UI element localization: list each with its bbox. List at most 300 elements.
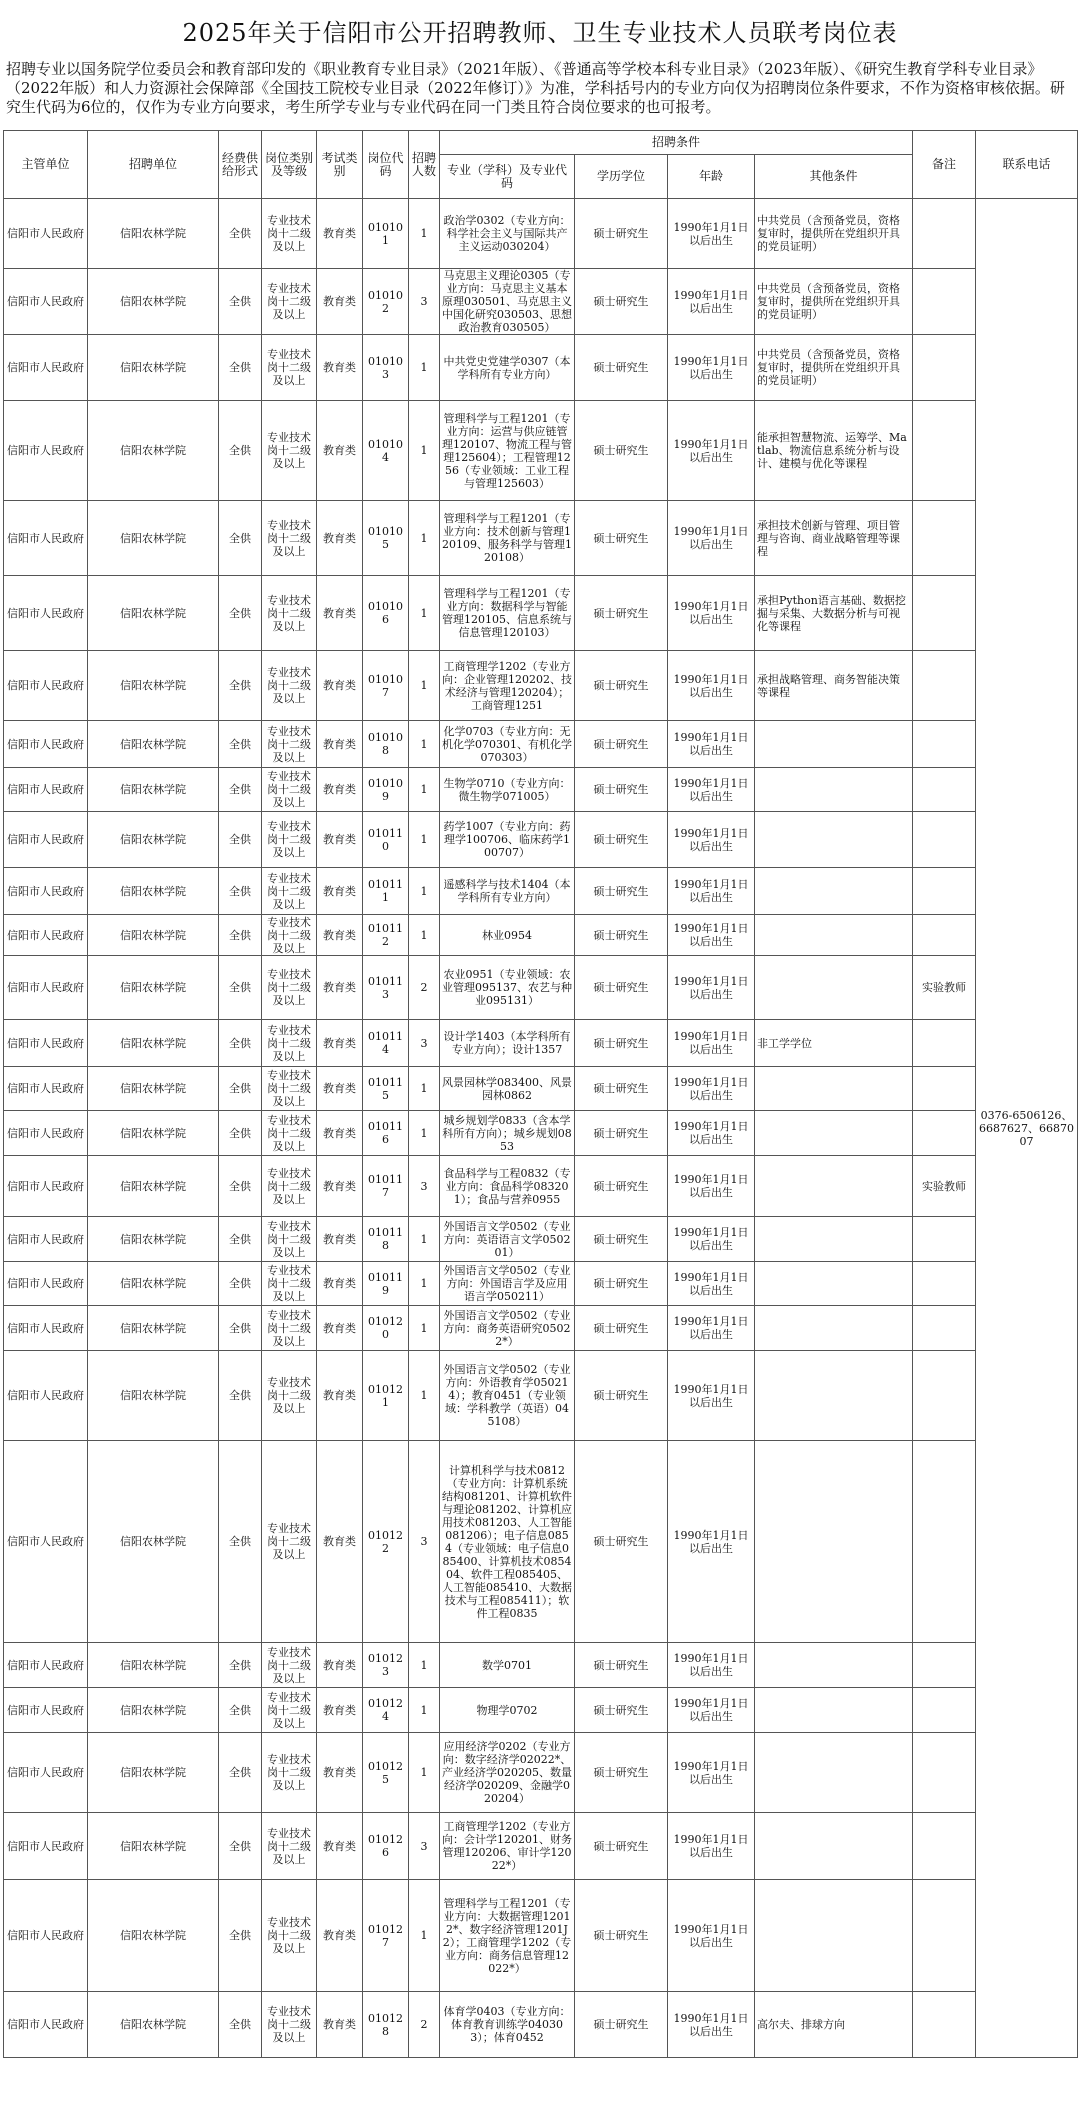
exam-cell: 教育类 — [317, 812, 363, 868]
funding-cell: 全供 — [219, 1306, 262, 1351]
exam-cell: 教育类 — [317, 1643, 363, 1688]
code-cell: 010105 — [363, 501, 409, 576]
exam-cell: 教育类 — [317, 1880, 363, 1992]
exam-cell: 教育类 — [317, 1111, 363, 1156]
major-cell: 工商管理学1202（专业方向：会计学120201、财务管理120206、审计学12022*） — [440, 1813, 575, 1880]
degree-cell: 硕士研究生 — [575, 1306, 668, 1351]
count-cell: 1 — [409, 1643, 440, 1688]
dept-cell: 信阳市人民政府 — [4, 956, 88, 1020]
positions-table — [3, 130, 1078, 2058]
count-cell: 3 — [409, 269, 440, 335]
table-row — [4, 768, 1078, 812]
unit-cell: 信阳农林学院 — [88, 721, 219, 768]
exam-cell: 教育类 — [317, 576, 363, 651]
exam-cell: 教育类 — [317, 501, 363, 576]
code-cell: 010117 — [363, 1156, 409, 1217]
degree-cell: 硕士研究生 — [575, 199, 668, 269]
degree-cell: 硕士研究生 — [575, 1111, 668, 1156]
dept-cell: 信阳市人民政府 — [4, 768, 88, 812]
table-row — [4, 1156, 1078, 1217]
other-cell: 中共党员（含预备党员，资格复审时，提供所在党组织开具的党员证明） — [755, 269, 913, 335]
other-cell — [755, 1688, 913, 1733]
table-row — [4, 915, 1078, 956]
exam-cell: 教育类 — [317, 915, 363, 956]
code-cell: 010109 — [363, 768, 409, 812]
dept-cell: 信阳市人民政府 — [4, 1688, 88, 1733]
header-major: 专业（学科）及专业代码 — [440, 155, 575, 199]
unit-cell: 信阳农林学院 — [88, 1351, 219, 1441]
unit-cell: 信阳农林学院 — [88, 1688, 219, 1733]
age-cell: 1990年1月1日以后出生 — [668, 199, 755, 269]
code-cell: 010110 — [363, 812, 409, 868]
degree-cell: 硕士研究生 — [575, 1733, 668, 1813]
header-count: 招聘人数 — [409, 131, 440, 199]
exam-cell: 教育类 — [317, 1067, 363, 1111]
level-cell: 专业技术岗十二级及以上 — [262, 915, 317, 956]
age-cell: 1990年1月1日以后出生 — [668, 1217, 755, 1262]
exam-cell: 教育类 — [317, 1688, 363, 1733]
other-cell — [755, 1067, 913, 1111]
age-cell: 1990年1月1日以后出生 — [668, 501, 755, 576]
dept-cell: 信阳市人民政府 — [4, 501, 88, 576]
dept-cell: 信阳市人民政府 — [4, 1020, 88, 1067]
funding-cell: 全供 — [219, 269, 262, 335]
count-cell: 1 — [409, 768, 440, 812]
other-cell: 承担战略管理、商务智能决策等课程 — [755, 651, 913, 721]
dept-cell: 信阳市人民政府 — [4, 1992, 88, 2058]
table-row — [4, 1111, 1078, 1156]
level-cell: 专业技术岗十二级及以上 — [262, 1992, 317, 2058]
code-cell: 010108 — [363, 721, 409, 768]
table-row — [4, 721, 1078, 768]
exam-cell: 教育类 — [317, 1217, 363, 1262]
table-row — [4, 1306, 1078, 1351]
table-row — [4, 812, 1078, 868]
major-cell: 外国语言文学0502（专业方向：外国语言学及应用语言学050211） — [440, 1262, 575, 1306]
exam-cell: 教育类 — [317, 956, 363, 1020]
count-cell: 1 — [409, 868, 440, 915]
count-cell: 1 — [409, 1733, 440, 1813]
table-row — [4, 335, 1078, 401]
other-cell — [755, 1306, 913, 1351]
unit-cell: 信阳农林学院 — [88, 1880, 219, 1992]
exam-cell: 教育类 — [317, 401, 363, 501]
intro-text: 招聘专业以国务院学位委员会和教育部印发的《职业教育专业目录》（2021年版）、《普通高等学校本科专业目录》（2023年版）、《研究生教育学科专业目录》（2022年版）和人力资源社会保障部《全国技工院校专业目录（2022年修订）》为准，学科括号内的专业方向仅为招聘岗位条件要求，不作为资格审核依据。研究生代码为6位的，仅作为专业方向要求，考生所学专业与专业代码在同一门类且符合岗位要求的也可报考。 — [6, 60, 1065, 116]
major-cell: 农业0951（专业领域：农业管理095137、农艺与种业095131） — [440, 956, 575, 1020]
remark-cell — [913, 1351, 976, 1441]
code-cell: 010120 — [363, 1306, 409, 1351]
age-cell: 1990年1月1日以后出生 — [668, 576, 755, 651]
code-cell: 010128 — [363, 1992, 409, 2058]
header-unit: 招聘单位 — [88, 131, 219, 199]
unit-cell: 信阳农林学院 — [88, 1992, 219, 2058]
dept-cell: 信阳市人民政府 — [4, 651, 88, 721]
level-cell: 专业技术岗十二级及以上 — [262, 1441, 317, 1643]
code-cell: 010107 — [363, 651, 409, 721]
table-row — [4, 1020, 1078, 1067]
remark-cell — [913, 812, 976, 868]
unit-cell: 信阳农林学院 — [88, 1643, 219, 1688]
unit-cell: 信阳农林学院 — [88, 1813, 219, 1880]
exam-cell: 教育类 — [317, 199, 363, 269]
other-cell: 中共党员（含预备党员，资格复审时，提供所在党组织开具的党员证明） — [755, 335, 913, 401]
major-cell: 工商管理学1202（专业方向：企业管理120202、技术经济与管理120204）；工商管理1251 — [440, 651, 575, 721]
exam-cell: 教育类 — [317, 868, 363, 915]
remark-cell — [913, 576, 976, 651]
level-cell: 专业技术岗十二级及以上 — [262, 1020, 317, 1067]
remark-cell — [913, 1643, 976, 1688]
dept-cell: 信阳市人民政府 — [4, 269, 88, 335]
dept-cell: 信阳市人民政府 — [4, 1217, 88, 1262]
level-cell: 专业技术岗十二级及以上 — [262, 1306, 317, 1351]
count-cell: 3 — [409, 1441, 440, 1643]
funding-cell: 全供 — [219, 1992, 262, 2058]
dept-cell: 信阳市人民政府 — [4, 1733, 88, 1813]
funding-cell: 全供 — [219, 721, 262, 768]
age-cell: 1990年1月1日以后出生 — [668, 1351, 755, 1441]
unit-cell: 信阳农林学院 — [88, 651, 219, 721]
unit-cell: 信阳农林学院 — [88, 1217, 219, 1262]
level-cell: 专业技术岗十二级及以上 — [262, 956, 317, 1020]
remark-cell — [913, 1880, 976, 1992]
degree-cell: 硕士研究生 — [575, 1020, 668, 1067]
funding-cell: 全供 — [219, 1441, 262, 1643]
funding-cell: 全供 — [219, 1813, 262, 1880]
dept-cell: 信阳市人民政府 — [4, 1813, 88, 1880]
dept-cell: 信阳市人民政府 — [4, 915, 88, 956]
unit-cell: 信阳农林学院 — [88, 501, 219, 576]
funding-cell: 全供 — [219, 768, 262, 812]
other-cell — [755, 915, 913, 956]
dept-cell: 信阳市人民政府 — [4, 576, 88, 651]
degree-cell: 硕士研究生 — [575, 1992, 668, 2058]
other-cell — [755, 1262, 913, 1306]
unit-cell: 信阳农林学院 — [88, 1262, 219, 1306]
level-cell: 专业技术岗十二级及以上 — [262, 1643, 317, 1688]
unit-cell: 信阳农林学院 — [88, 915, 219, 956]
age-cell: 1990年1月1日以后出生 — [668, 269, 755, 335]
dept-cell: 信阳市人民政府 — [4, 1067, 88, 1111]
table-row — [4, 401, 1078, 501]
age-cell: 1990年1月1日以后出生 — [668, 401, 755, 501]
count-cell: 1 — [409, 1688, 440, 1733]
funding-cell: 全供 — [219, 401, 262, 501]
funding-cell: 全供 — [219, 956, 262, 1020]
count-cell: 2 — [409, 956, 440, 1020]
table-row — [4, 576, 1078, 651]
degree-cell: 硕士研究生 — [575, 1813, 668, 1880]
code-cell: 010104 — [363, 401, 409, 501]
age-cell: 1990年1月1日以后出生 — [668, 1111, 755, 1156]
dept-cell: 信阳市人民政府 — [4, 1351, 88, 1441]
remark-cell — [913, 768, 976, 812]
table-row — [4, 868, 1078, 915]
code-cell: 010123 — [363, 1643, 409, 1688]
level-cell: 专业技术岗十二级及以上 — [262, 651, 317, 721]
degree-cell: 硕士研究生 — [575, 501, 668, 576]
major-cell: 马克思主义理论0305（专业方向：马克思主义基本原理030501、马克思主义中国化研究030503、思想政治教育030505） — [440, 269, 575, 335]
major-cell: 政治学0302（专业方向：科学社会主义与国际共产主义运动030204） — [440, 199, 575, 269]
degree-cell: 硕士研究生 — [575, 1441, 668, 1643]
funding-cell: 全供 — [219, 576, 262, 651]
count-cell: 1 — [409, 501, 440, 576]
code-cell: 010124 — [363, 1688, 409, 1733]
level-cell: 专业技术岗十二级及以上 — [262, 1156, 317, 1217]
other-cell — [755, 721, 913, 768]
count-cell: 1 — [409, 335, 440, 401]
remark-cell — [913, 1441, 976, 1643]
age-cell: 1990年1月1日以后出生 — [668, 1020, 755, 1067]
dept-cell: 信阳市人民政府 — [4, 1643, 88, 1688]
other-cell — [755, 1733, 913, 1813]
other-cell: 中共党员（含预备党员，资格复审时，提供所在党组织开具的党员证明） — [755, 199, 913, 269]
exam-cell: 教育类 — [317, 768, 363, 812]
count-cell: 1 — [409, 721, 440, 768]
remark-cell — [913, 501, 976, 576]
dept-cell: 信阳市人民政府 — [4, 401, 88, 501]
major-cell: 城乡规划学0833（含本学科所有方向）；城乡规划0853 — [440, 1111, 575, 1156]
dept-cell: 信阳市人民政府 — [4, 1441, 88, 1643]
code-cell: 010101 — [363, 199, 409, 269]
level-cell: 专业技术岗十二级及以上 — [262, 335, 317, 401]
unit-cell: 信阳农林学院 — [88, 956, 219, 1020]
funding-cell: 全供 — [219, 1688, 262, 1733]
other-cell — [755, 1217, 913, 1262]
age-cell: 1990年1月1日以后出生 — [668, 1067, 755, 1111]
dept-cell: 信阳市人民政府 — [4, 335, 88, 401]
count-cell: 1 — [409, 1306, 440, 1351]
unit-cell: 信阳农林学院 — [88, 1067, 219, 1111]
degree-cell: 硕士研究生 — [575, 1688, 668, 1733]
degree-cell: 硕士研究生 — [575, 915, 668, 956]
age-cell: 1990年1月1日以后出生 — [668, 651, 755, 721]
other-cell: 承担Python语言基础、数据挖掘与采集、大数据分析与可视化等课程 — [755, 576, 913, 651]
table-body — [4, 199, 1078, 2058]
major-cell: 风景园林学083400、风景园林0862 — [440, 1067, 575, 1111]
remark-cell — [913, 1020, 976, 1067]
other-cell — [755, 1351, 913, 1441]
count-cell: 1 — [409, 1262, 440, 1306]
level-cell: 专业技术岗十二级及以上 — [262, 721, 317, 768]
unit-cell: 信阳农林学院 — [88, 868, 219, 915]
phone-cell: 0376-6506126、6687627、6687007 — [976, 199, 1078, 2058]
remark-cell — [913, 401, 976, 501]
count-cell: 1 — [409, 1067, 440, 1111]
code-cell: 010118 — [363, 1217, 409, 1262]
remark-cell — [913, 1067, 976, 1111]
other-cell — [755, 768, 913, 812]
remark-cell — [913, 269, 976, 335]
major-cell: 外国语言文学0502（专业方向：外语教育学050214）；教育0451（专业领域：学科教学（英语）045108） — [440, 1351, 575, 1441]
count-cell: 1 — [409, 651, 440, 721]
level-cell: 专业技术岗十二级及以上 — [262, 1688, 317, 1733]
table-row — [4, 1351, 1078, 1441]
age-cell: 1990年1月1日以后出生 — [668, 1643, 755, 1688]
level-cell: 专业技术岗十二级及以上 — [262, 868, 317, 915]
count-cell: 1 — [409, 1351, 440, 1441]
degree-cell: 硕士研究生 — [575, 721, 668, 768]
remark-cell — [913, 721, 976, 768]
major-cell: 管理科学与工程1201（专业方向：大数据管理12012*、数字经济管理1201J2）；工商管理学1202（专业方向：商务信息管理12022*） — [440, 1880, 575, 1992]
count-cell: 1 — [409, 915, 440, 956]
degree-cell: 硕士研究生 — [575, 335, 668, 401]
exam-cell: 教育类 — [317, 1992, 363, 2058]
exam-cell: 教育类 — [317, 1441, 363, 1643]
degree-cell: 硕士研究生 — [575, 768, 668, 812]
unit-cell: 信阳农林学院 — [88, 812, 219, 868]
other-cell: 非工学学位 — [755, 1020, 913, 1067]
header-age: 年龄 — [668, 155, 755, 199]
exam-cell: 教育类 — [317, 1156, 363, 1217]
other-cell — [755, 868, 913, 915]
exam-cell: 教育类 — [317, 651, 363, 721]
other-cell: 能承担智慧物流、运筹学、Matlab、物流信息系统分析与设计、建模与优化等课程 — [755, 401, 913, 501]
level-cell: 专业技术岗十二级及以上 — [262, 1067, 317, 1111]
remark-cell — [913, 335, 976, 401]
major-cell: 管理科学与工程1201（专业方向：技术创新与管理120109、服务科学与管理120108） — [440, 501, 575, 576]
unit-cell: 信阳农林学院 — [88, 199, 219, 269]
count-cell: 1 — [409, 1111, 440, 1156]
table-row — [4, 199, 1078, 269]
age-cell: 1990年1月1日以后出生 — [668, 812, 755, 868]
count-cell: 1 — [409, 1880, 440, 1992]
other-cell: 高尔夫、排球方向 — [755, 1992, 913, 2058]
table-row — [4, 501, 1078, 576]
major-cell: 中共党史党建学0307（本学科所有专业方向） — [440, 335, 575, 401]
major-cell: 数学0701 — [440, 1643, 575, 1688]
remark-cell — [913, 915, 976, 956]
level-cell: 专业技术岗十二级及以上 — [262, 269, 317, 335]
level-cell: 专业技术岗十二级及以上 — [262, 1880, 317, 1992]
age-cell: 1990年1月1日以后出生 — [668, 1880, 755, 1992]
degree-cell: 硕士研究生 — [575, 1156, 668, 1217]
funding-cell: 全供 — [219, 1217, 262, 1262]
age-cell: 1990年1月1日以后出生 — [668, 915, 755, 956]
degree-cell: 硕士研究生 — [575, 1067, 668, 1111]
age-cell: 1990年1月1日以后出生 — [668, 868, 755, 915]
level-cell: 专业技术岗十二级及以上 — [262, 768, 317, 812]
funding-cell: 全供 — [219, 868, 262, 915]
funding-cell: 全供 — [219, 651, 262, 721]
level-cell: 专业技术岗十二级及以上 — [262, 1111, 317, 1156]
remark-cell — [913, 1813, 976, 1880]
header-phone: 联系电话 — [976, 131, 1078, 199]
degree-cell: 硕士研究生 — [575, 1351, 668, 1441]
remark-cell — [913, 1217, 976, 1262]
dept-cell: 信阳市人民政府 — [4, 1306, 88, 1351]
exam-cell: 教育类 — [317, 269, 363, 335]
level-cell: 专业技术岗十二级及以上 — [262, 576, 317, 651]
table-row — [4, 1643, 1078, 1688]
remark-cell: 实验教师 — [913, 956, 976, 1020]
funding-cell: 全供 — [219, 1351, 262, 1441]
count-cell: 3 — [409, 1020, 440, 1067]
table-row — [4, 1733, 1078, 1813]
remark-cell — [913, 1111, 976, 1156]
other-cell — [755, 956, 913, 1020]
degree-cell: 硕士研究生 — [575, 1262, 668, 1306]
header-code: 岗位代码 — [363, 131, 409, 199]
exam-cell: 教育类 — [317, 721, 363, 768]
level-cell: 专业技术岗十二级及以上 — [262, 199, 317, 269]
age-cell: 1990年1月1日以后出生 — [668, 1688, 755, 1733]
count-cell: 1 — [409, 199, 440, 269]
age-cell: 1990年1月1日以后出生 — [668, 956, 755, 1020]
age-cell: 1990年1月1日以后出生 — [668, 1733, 755, 1813]
major-cell: 管理科学与工程1201（专业方向：运营与供应链管理120107、物流工程与管理125604）；工程管理1256（专业领域：工业工程与管理125603） — [440, 401, 575, 501]
degree-cell: 硕士研究生 — [575, 868, 668, 915]
dept-cell: 信阳市人民政府 — [4, 1880, 88, 1992]
count-cell: 3 — [409, 1813, 440, 1880]
other-cell — [755, 1813, 913, 1880]
age-cell: 1990年1月1日以后出生 — [668, 1262, 755, 1306]
exam-cell: 教育类 — [317, 1351, 363, 1441]
table-row — [4, 1813, 1078, 1880]
age-cell: 1990年1月1日以后出生 — [668, 1306, 755, 1351]
table-row — [4, 1992, 1078, 2058]
dept-cell: 信阳市人民政府 — [4, 199, 88, 269]
major-cell: 药学1007（专业方向：药理学100706、临床药学100707） — [440, 812, 575, 868]
dept-cell: 信阳市人民政府 — [4, 1262, 88, 1306]
code-cell: 010127 — [363, 1880, 409, 1992]
major-cell: 物理学0702 — [440, 1688, 575, 1733]
major-cell: 体育学0403（专业方向：体育教育训练学040303）；体育0452 — [440, 1992, 575, 2058]
level-cell: 专业技术岗十二级及以上 — [262, 1262, 317, 1306]
code-cell: 010102 — [363, 269, 409, 335]
other-cell — [755, 812, 913, 868]
code-cell: 010115 — [363, 1067, 409, 1111]
other-cell — [755, 1441, 913, 1643]
code-cell: 010126 — [363, 1813, 409, 1880]
remark-cell — [913, 1262, 976, 1306]
funding-cell: 全供 — [219, 1111, 262, 1156]
header-level: 岗位类别及等级 — [262, 131, 317, 199]
funding-cell: 全供 — [219, 1067, 262, 1111]
other-cell — [755, 1156, 913, 1217]
code-cell: 010106 — [363, 576, 409, 651]
code-cell: 010125 — [363, 1733, 409, 1813]
dept-cell: 信阳市人民政府 — [4, 1156, 88, 1217]
remark-cell — [913, 651, 976, 721]
exam-cell: 教育类 — [317, 1306, 363, 1351]
table-row — [4, 269, 1078, 335]
age-cell: 1990年1月1日以后出生 — [668, 1441, 755, 1643]
exam-cell: 教育类 — [317, 1813, 363, 1880]
level-cell: 专业技术岗十二级及以上 — [262, 1813, 317, 1880]
remark-cell: 实验教师 — [913, 1156, 976, 1217]
other-cell: 承担技术创新与管理、项目管理与咨询、商业战略管理等课程 — [755, 501, 913, 576]
age-cell: 1990年1月1日以后出生 — [668, 721, 755, 768]
dept-cell: 信阳市人民政府 — [4, 812, 88, 868]
header-exam: 考试类别 — [317, 131, 363, 199]
dept-cell: 信阳市人民政府 — [4, 721, 88, 768]
exam-cell: 教育类 — [317, 1020, 363, 1067]
major-cell: 遥感科学与技术1404（本学科所有专业方向） — [440, 868, 575, 915]
degree-cell: 硕士研究生 — [575, 651, 668, 721]
funding-cell: 全供 — [219, 1880, 262, 1992]
major-cell: 外国语言文学0502（专业方向：英语语言文学050201） — [440, 1217, 575, 1262]
funding-cell: 全供 — [219, 335, 262, 401]
header-degree: 学历学位 — [575, 155, 668, 199]
unit-cell: 信阳农林学院 — [88, 335, 219, 401]
unit-cell: 信阳农林学院 — [88, 1156, 219, 1217]
header-other: 其他条件 — [755, 155, 913, 199]
code-cell: 010114 — [363, 1020, 409, 1067]
code-cell: 010103 — [363, 335, 409, 401]
header-dept: 主管单位 — [4, 131, 88, 199]
level-cell: 专业技术岗十二级及以上 — [262, 501, 317, 576]
level-cell: 专业技术岗十二级及以上 — [262, 1217, 317, 1262]
